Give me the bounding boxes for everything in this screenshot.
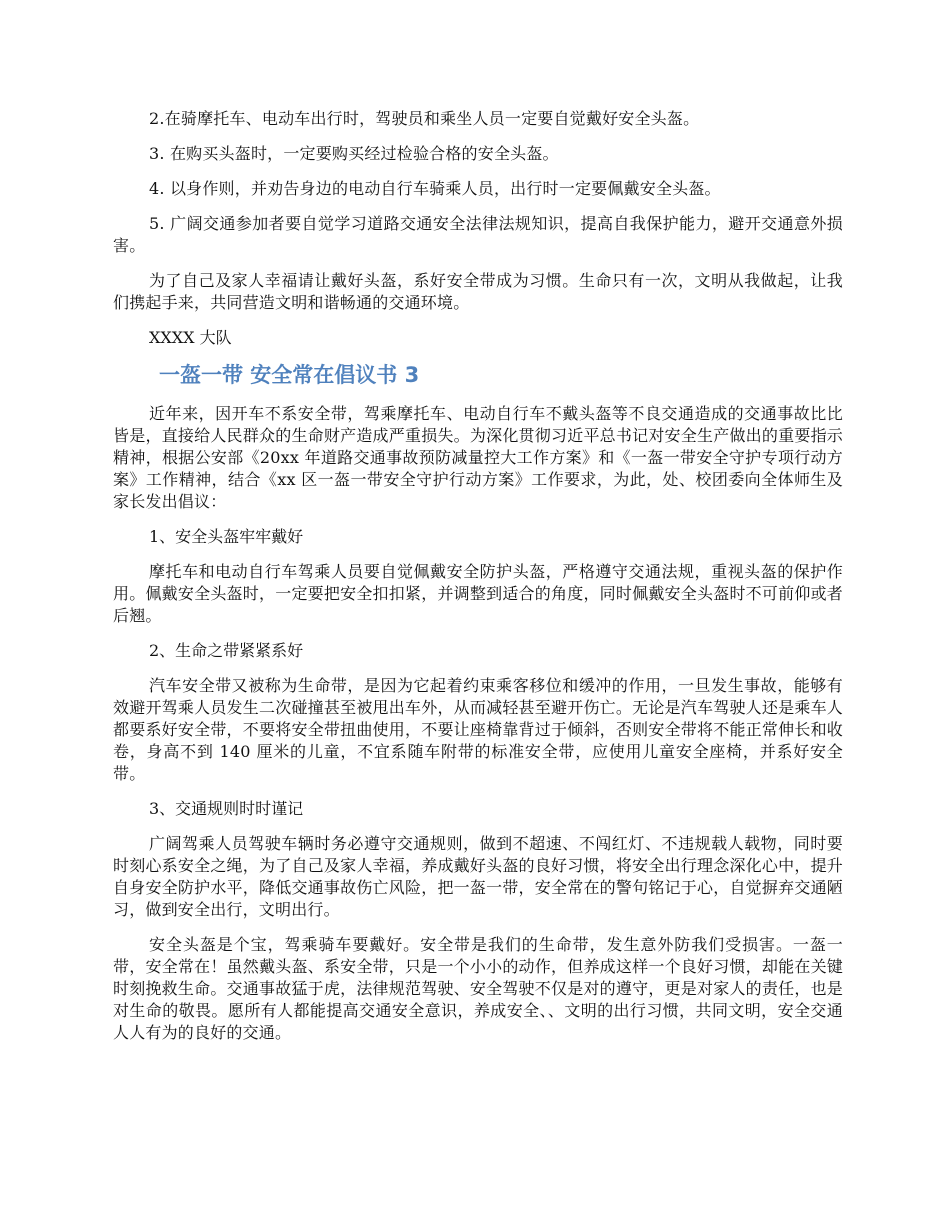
final-paragraph: 安全头盔是个宝，驾乘骑车要戴好。安全带是我们的生命带，发生意外防我们受损害。一盔一带，安全常在！虽然戴头盔、系安全带，只是一个小小的动作，但养成这样一个良好习惯，却能在关键时刻挽救生命。交通事故猛于虎，法律规范驾驶、安全驾驶不仅是对的遵守，更是对家人的责任，也是对生命的敬畏。愿所有人都能提高交通安全意识，养成安全、、文明的出行习惯，共同文明，安全交通人人有为的良好的交通。 xyxy=(113,935,843,1042)
section-intro: 近年来，因开车不系安全带，驾乘摩托车、电动自行车不戴头盔等不良交通造成的交通事故比比皆是，直接给人民群众的生命财产造成严重损失。为深化贯彻习近平总书记对安全生产做出的重要指示精神，根据公安部《20xx 年道路交通事故预防减量控大工作方案》和《一盔一带安全守护专项行动方案》工作精神，结合《xx 区一盔一带安全守护行动方案》工作要求，为此，处、校团委向全体师生及家长发出倡议： xyxy=(113,404,843,511)
item-body-3: 广阔驾乘人员驾驶车辆时务必遵守交通规则，做到不超速、不闯红灯、不违规载人载物，同时要时刻心系安全之绳，为了自己及家人幸福，养成戴好头盔的良好习惯，将安全出行理念深化心中，提升自身安全防护水平，降低交通事故伤亡风险，把一盔一带，安全常在的警句铭记于心，自觉摒弃交通陋习，做到安全出行，文明出行。 xyxy=(113,834,843,919)
item-heading-2: 2、生命之带紧紧系好 xyxy=(149,641,304,660)
item-heading-1: 1、安全头盔牢牢戴好 xyxy=(149,527,304,546)
item-body-2: 汽车安全带又被称为生命带，是因为它起着约束乘客移位和缓冲的作用，一旦发生事故，能够有效避开驾乘人员发生二次碰撞甚至被甩出车外，从而减轻甚至避开伤亡。无论是汽车驾驶人还是乘车人都要系好安全带，不要将安全带扭曲使用，不要让座椅靠背过于倾斜，否则安全带将不能正常伸长和收卷，身高不到 140 厘米的儿童，不宜系随车附带的标准安全带，应使用儿童安全座椅，并系好安全带。 xyxy=(113,676,843,783)
intro-item-2: 2.在骑摩托车、电动车出行时，驾驶员和乘坐人员一定要自觉戴好安全头盔。 xyxy=(149,109,700,128)
item-heading-3: 3、交通规则时时谨记 xyxy=(149,799,304,818)
intro-item-5: 5. 广阔交通参加者要自觉学习道路交通安全法律法规知识，提高自我保护能力，避开交通意外损害。 xyxy=(113,214,843,255)
closing-paragraph: 为了自己及家人幸福请让戴好头盔，系好安全带成为习惯。生命只有一次，文明从我做起，让我们携起手来，共同营造文明和谐畅通的交通环境。 xyxy=(113,271,843,312)
intro-item-3: 3. 在购买头盔时，一定要购买经过检验合格的安全头盔。 xyxy=(149,144,559,163)
intro-item-4: 4. 以身作则，并劝告身边的电动自行车骑乘人员，出行时一定要佩戴安全头盔。 xyxy=(149,179,721,198)
section-title: 一盔一带 安全常在倡议书 3 xyxy=(159,363,420,387)
item-body-1: 摩托车和电动自行车驾乘人员要自觉佩戴安全防护头盔，严格遵守交通法规，重视头盔的保护作用。佩戴安全头盔时，一定要把安全扣扣紧，并调整到适合的角度，同时佩戴安全头盔时不可前仰或者后翘。 xyxy=(113,562,843,625)
signature: XXXX 大队 xyxy=(149,328,232,347)
document-page xyxy=(113,108,843,1057)
